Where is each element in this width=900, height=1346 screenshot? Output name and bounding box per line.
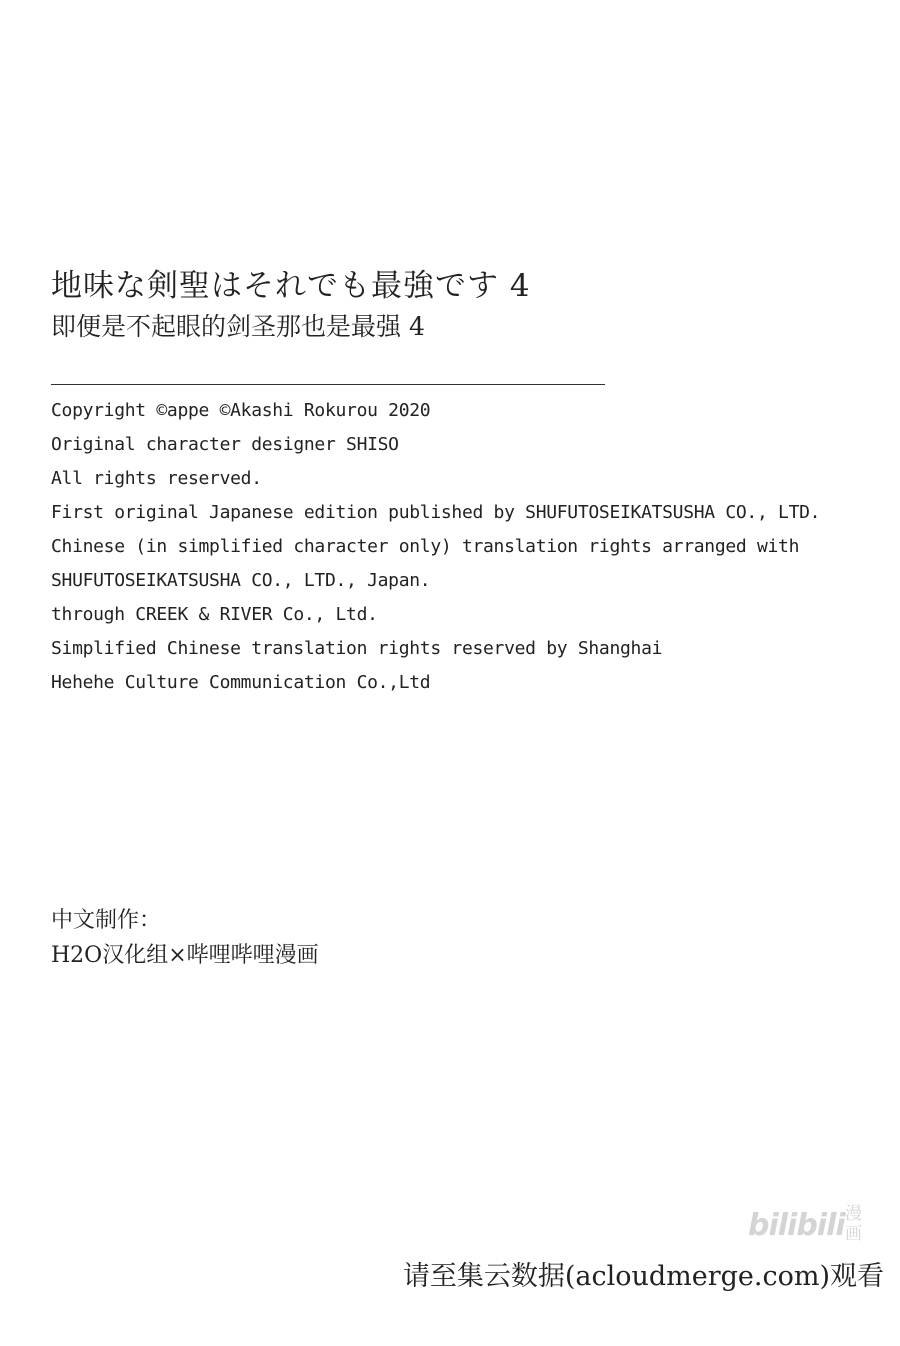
logo-tag: 漫画 [845, 1204, 862, 1244]
chinese-title: 即便是不起眼的剑圣那也是最强 4 [51, 312, 425, 341]
copyright-line: Copyright ©appe ©Akashi Rokurou 2020 [51, 400, 431, 421]
credits-block [51, 903, 319, 973]
source-note: 请至集云数据(acloudmerge.com)观看 [402, 1261, 884, 1292]
credits-team: H2O汉化组×哔哩哔哩漫画 [51, 943, 319, 968]
credits-label: 中文制作： [51, 908, 162, 933]
logo-wordmark: bilibili [748, 1208, 845, 1243]
copyright-line: Simplified Chinese translation rights reserved by Shanghai [51, 638, 663, 659]
copyright-block [51, 394, 820, 700]
copyright-line: Chinese (in simplified character only) translation rights arranged with [51, 536, 800, 557]
bilibili-logo-watermark [748, 1204, 868, 1250]
divider-line [51, 384, 605, 385]
copyright-line: SHUFUTOSEIKATSUSHA CO., LTD., Japan. [51, 570, 431, 591]
copyright-line: Original character designer SHISO [51, 434, 399, 455]
japanese-title: 地味な剣聖はそれでも最強です 4 [51, 268, 531, 304]
copyright-line: First original Japanese edition published by SHUFUTOSEIKATSUSHA CO., LTD. [51, 502, 821, 523]
copyright-line: Hehehe Culture Communication Co.,Ltd [51, 672, 431, 693]
copyright-line: through CREEK & RIVER Co., Ltd. [51, 604, 378, 625]
copyright-line: All rights reserved. [51, 468, 262, 489]
